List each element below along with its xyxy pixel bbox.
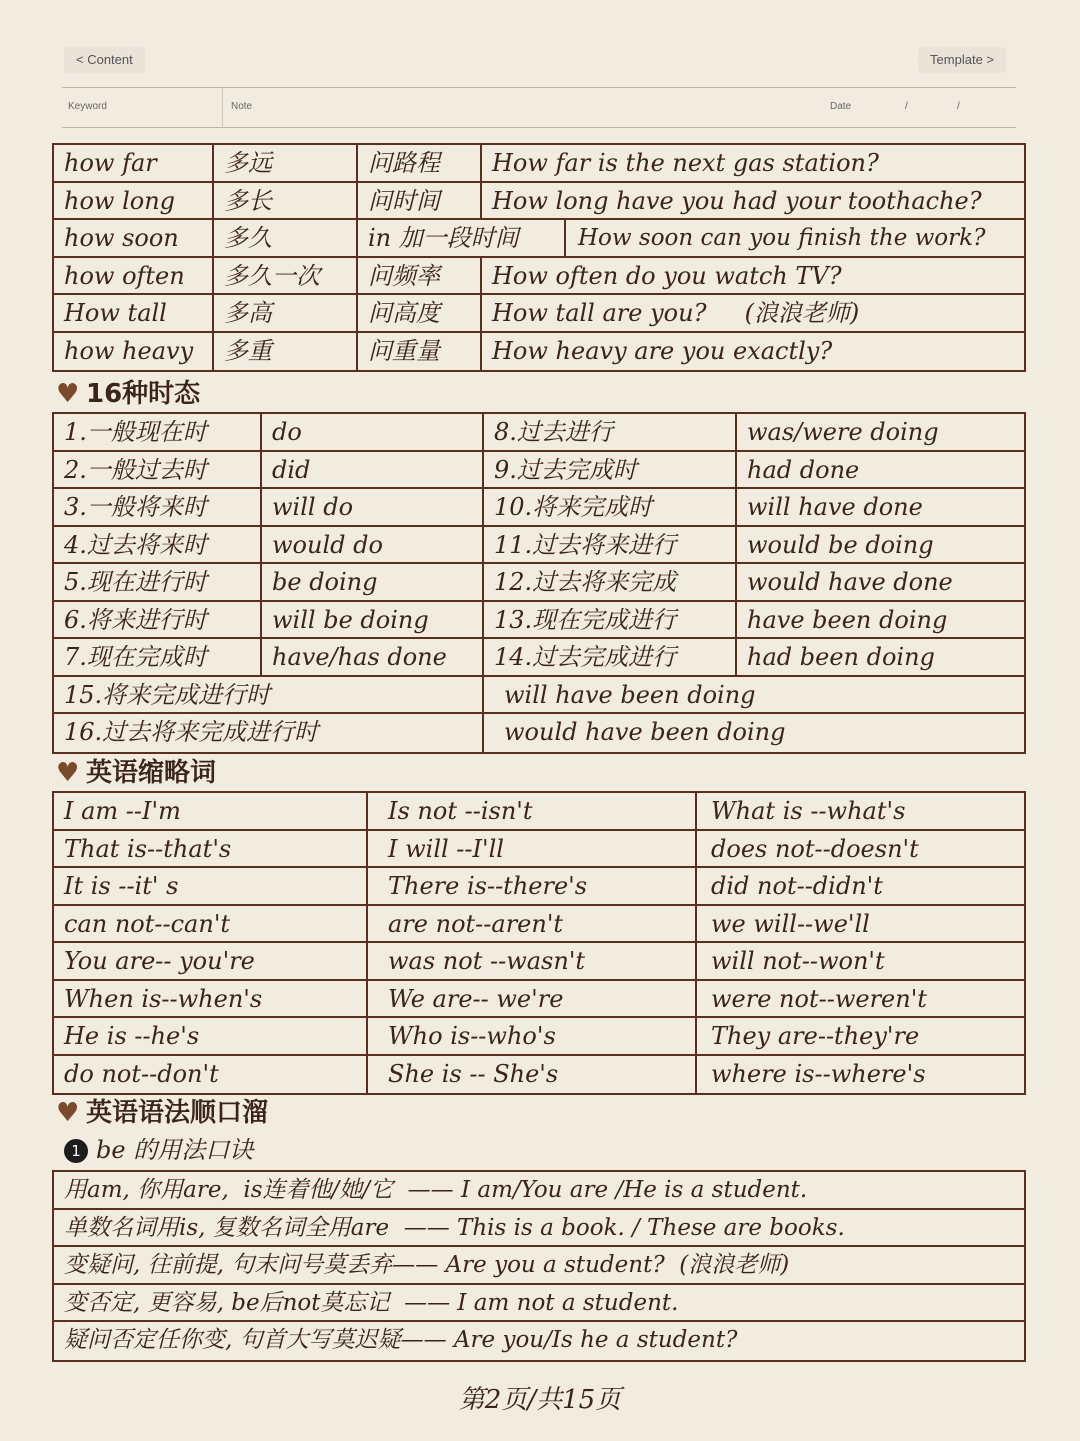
usage-cell: 问路程 <box>358 145 482 181</box>
table-row <box>54 639 1024 677</box>
keyword-label: Keyword <box>68 101 107 112</box>
table-row <box>54 220 1024 258</box>
contraction-cell: He is --he's <box>54 1018 368 1054</box>
table-row <box>54 1247 1024 1285</box>
contraction-cell: Who is--who's <box>368 1018 697 1054</box>
tense-name-cell: 7.现在完成时 <box>54 639 262 675</box>
example-cell: How tall are you? (浪浪老师) <box>492 299 860 327</box>
contractions-heading <box>56 757 216 789</box>
table-row <box>54 564 1024 602</box>
usage-cell: 问频率 <box>358 258 482 294</box>
contraction-cell: are not--aren't <box>368 906 697 942</box>
example-cell: How long have you had your toothache? <box>492 186 982 215</box>
how-questions-table <box>52 143 1026 372</box>
header-rule-bottom <box>62 127 1016 128</box>
contraction-cell: can not--can't <box>54 906 368 942</box>
tense-name-cell: 2.一般过去时 <box>54 452 262 488</box>
tense-form-cell: would have been doing <box>504 718 786 746</box>
back-to-content-button[interactable]: < Content <box>64 47 145 73</box>
tenses-table <box>52 412 1026 754</box>
contraction-cell: were not--weren't <box>711 984 927 1013</box>
contraction-cell: That is--that's <box>54 831 368 867</box>
table-row <box>54 1056 1024 1094</box>
tense-form-cell: will do <box>262 489 484 525</box>
date-separator: / <box>957 101 960 112</box>
usage-cell: 问重量 <box>358 333 482 371</box>
example-cell: How heavy are you exactly? <box>492 336 833 365</box>
keyword-cell: How tall <box>54 295 214 331</box>
date-separator: / <box>905 101 908 112</box>
table-row <box>54 677 1024 715</box>
table-row <box>54 943 1024 981</box>
page-number: 第2页/共15页 <box>458 1385 622 1415</box>
example-cell: How often do you watch TV? <box>492 261 842 290</box>
rhyme-cell: 变疑问, 往前提, 句末问号莫丢弃—— Are you a student? (浪浪老师) <box>64 1252 790 1278</box>
example-cell: How far is the next gas station? <box>492 149 879 177</box>
header-rule-top <box>62 87 1016 88</box>
keyword-cell: how often <box>54 258 214 294</box>
contraction-cell: I am --I'm <box>54 793 368 829</box>
tenses-title: 16种时态 <box>86 379 201 409</box>
contractions-title: 英语缩略词 <box>86 758 217 788</box>
contraction-cell: do not--don't <box>54 1056 368 1094</box>
keyword-cell: how far <box>54 145 214 181</box>
be-usage-subheading <box>64 1133 253 1167</box>
tense-name-cell: 1.一般现在时 <box>54 414 262 450</box>
tense-form-cell: would have done <box>747 568 953 596</box>
meaning-cell: 多高 <box>214 295 358 331</box>
tense-form-cell: will be doing <box>262 602 484 638</box>
table-row <box>54 868 1024 906</box>
table-row <box>54 452 1024 490</box>
tense-form-cell: be doing <box>262 564 484 600</box>
keyword-cell: how long <box>54 183 214 219</box>
rhyme-cell: 单数名词用is, 复数名词全用are —— This is a book. / These are books. <box>64 1214 845 1241</box>
rhyme-cell: 变否定, 更容易, be后not莫忘记 —— I am not a student. <box>64 1289 679 1316</box>
table-row <box>54 414 1024 452</box>
table-row <box>54 527 1024 565</box>
tense-name-cell: 16.过去将来完成进行时 <box>54 714 484 752</box>
table-row <box>54 1210 1024 1248</box>
table-row <box>54 981 1024 1019</box>
rhyme-cell: 用am, 你用are, is连着他/她/它 —— I am/You are /He is a student. <box>64 1177 808 1203</box>
contraction-cell: does not--doesn't <box>711 834 919 863</box>
heart-icon: ♥ <box>56 379 80 409</box>
table-row <box>54 602 1024 640</box>
tense-form-cell: had been doing <box>747 643 935 671</box>
table-row <box>54 714 1024 752</box>
table-row <box>54 489 1024 527</box>
table-row <box>54 906 1024 944</box>
tense-name-cell: 6.将来进行时 <box>54 602 262 638</box>
table-row <box>54 333 1024 371</box>
heart-icon: ♥ <box>56 1098 80 1128</box>
tense-form-cell: will have done <box>747 493 923 521</box>
grammar-heading <box>56 1097 268 1129</box>
tense-name-cell: 11.过去将来进行 <box>484 527 737 563</box>
contraction-cell: We are-- we're <box>368 981 697 1017</box>
heart-icon: ♥ <box>56 758 80 788</box>
table-row <box>54 295 1024 333</box>
contraction-cell: They are--they're <box>711 1022 920 1050</box>
usage-cell: 问高度 <box>358 295 482 331</box>
contraction-cell: There is--there's <box>368 868 697 904</box>
meaning-cell: 多久 <box>214 220 358 256</box>
meaning-cell: 多长 <box>214 183 358 219</box>
table-row <box>54 183 1024 221</box>
tense-name-cell: 5.现在进行时 <box>54 564 262 600</box>
tense-form-cell: would be doing <box>747 530 934 559</box>
tense-form-cell: do <box>262 414 484 450</box>
meaning-cell: 多重 <box>214 333 358 371</box>
keyword-cell: how soon <box>54 220 214 256</box>
contraction-cell: Is not --isn't <box>368 793 697 829</box>
template-button[interactable]: Template > <box>918 47 1006 73</box>
contraction-cell: You are-- you're <box>54 943 368 979</box>
table-row <box>54 793 1024 831</box>
usage-cell: 问时间 <box>358 183 482 219</box>
contraction-cell: will not--won't <box>711 947 885 975</box>
tense-form-cell: have/has done <box>262 639 484 675</box>
contraction-cell: When is--when's <box>54 981 368 1017</box>
table-row <box>54 145 1024 183</box>
usage-cell: in 加一段时间 <box>358 220 566 256</box>
example-cell: How soon can you finish the work? <box>578 225 986 251</box>
tense-name-cell: 12.过去将来完成 <box>484 564 737 600</box>
tense-form-cell: have been doing <box>747 605 948 634</box>
tense-form-cell: had done <box>747 455 860 484</box>
contraction-cell: did not--didn't <box>711 872 883 900</box>
tense-name-cell: 8.过去进行 <box>484 414 737 450</box>
table-row <box>54 1322 1024 1360</box>
contractions-table <box>52 791 1026 1095</box>
table-row <box>54 831 1024 869</box>
tense-name-cell: 4.过去将来时 <box>54 527 262 563</box>
contraction-cell: She is -- She's <box>368 1056 697 1094</box>
contraction-cell: was not --wasn't <box>368 943 697 979</box>
meaning-cell: 多远 <box>214 145 358 181</box>
contraction-cell: where is--where's <box>711 1059 926 1088</box>
contraction-cell: I will --I'll <box>368 831 697 867</box>
date-label: Date <box>830 101 852 112</box>
tense-name-cell: 3.一般将来时 <box>54 489 262 525</box>
contraction-cell: What is --what's <box>711 797 906 825</box>
number-badge: 1 <box>64 1139 88 1163</box>
table-row <box>54 1018 1024 1056</box>
tense-form-cell: did <box>262 452 484 488</box>
note-label: Note <box>231 101 253 112</box>
tense-name-cell: 10.将来完成时 <box>484 489 737 525</box>
contraction-cell: we will--we'll <box>711 909 870 938</box>
be-rhymes-table <box>52 1170 1026 1362</box>
header-divider <box>222 88 223 128</box>
tense-form-cell: will have been doing <box>504 680 756 709</box>
keyword-cell: how heavy <box>54 333 214 371</box>
tense-form-cell: would do <box>262 527 484 563</box>
contraction-cell: It is --it' s <box>54 868 368 904</box>
table-row <box>54 1172 1024 1210</box>
table-row <box>54 258 1024 296</box>
tense-form-cell: was/were doing <box>747 418 939 446</box>
tenses-heading <box>56 378 200 410</box>
table-row <box>54 1285 1024 1323</box>
tense-name-cell: 9.过去完成时 <box>484 452 737 488</box>
tense-name-cell: 15.将来完成进行时 <box>54 677 484 713</box>
tense-name-cell: 14.过去完成进行 <box>484 639 737 675</box>
meaning-cell: 多久一次 <box>214 258 358 294</box>
grammar-title: 英语语法顺口溜 <box>86 1098 269 1128</box>
rhyme-cell: 疑问否定任你变, 句首大写莫迟疑—— Are you/Is he a student? <box>64 1327 738 1353</box>
be-usage-title: be 的用法口诀 <box>96 1136 254 1164</box>
tense-name-cell: 13.现在完成进行 <box>484 602 737 638</box>
